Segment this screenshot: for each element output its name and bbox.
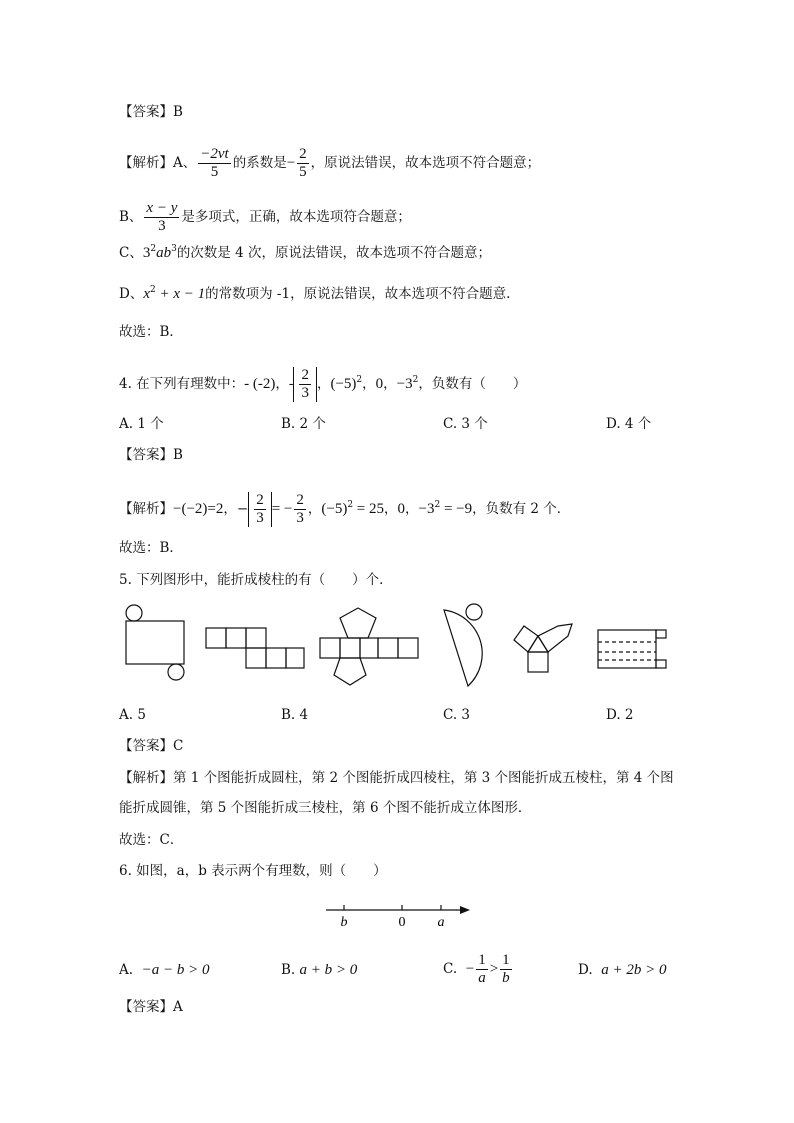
q4-option-b: B. 2 个 xyxy=(281,416,326,432)
q5-analysis-line2: 能折成圆锥，第 5 个图能折成三棱柱，第 6 个图不能折成立体图形． xyxy=(119,800,532,816)
q3-analysis-b: B、 $\frac{x - y}{3}$ 是多项式，正确，故本选项符合题意； xyxy=(119,200,411,234)
q6-option-a: A. −a − b > 0 xyxy=(119,962,210,978)
q3-answer: 【答案】B xyxy=(119,104,183,120)
net-figure-square-prism xyxy=(204,626,306,672)
q4-analysis: 【解析】−(−2)=2，− $\frac{2}{3}$ = − $\frac{2}{3}$ ，$(-5)^2 = 25$，0，$-3^2 = -9$，负数有 2 个． xyxy=(119,492,571,526)
q6-option-d: D. a + 2b > 0 xyxy=(578,962,667,978)
net-figure-triangular-prism xyxy=(510,620,580,674)
fraction: $\frac{2}{5}$ xyxy=(299,146,307,180)
net-figure-cylinder xyxy=(118,600,190,682)
q6-option-c: C. − $\frac{1}{a}$ > $\frac{1}{b}$ xyxy=(443,952,510,986)
q6-option-b: B. a + b > 0 xyxy=(281,962,358,978)
q5-stem: 5. 下列图形中，能折成棱柱的有（ ）个． xyxy=(119,572,393,588)
q5-answer: 【答案】C xyxy=(119,738,184,754)
q3-analysis-c: C、$3^2ab^3$的次数是 4 次，原说法错误，故本选项不符合题意； xyxy=(119,244,491,261)
q3-choose: 故选：B． xyxy=(119,324,183,340)
q5-analysis-line1: 【解析】第 1 个图能折成圆柱，第 2 个图能折成四棱柱，第 3 个图能折成五棱柱，第 4 个图 xyxy=(119,770,674,786)
q3-analysis-d: D、$x^2 + x - 1$的常数项为 -1，原说法错误，故本选项不符合题意. xyxy=(119,285,511,302)
q5-choose: 故选：C． xyxy=(119,832,184,848)
fraction: $\frac{x - y}{3}$ xyxy=(146,200,178,234)
q4-stem: 4. 在下列有理数中：- (-2)，- $\frac{2}{3}$ ，$(-5)^2$，0，$-3^2$，负数有（ ） xyxy=(119,367,527,401)
absolute-value: $\frac{2}{3}$ xyxy=(293,367,317,402)
q5-option-c: C. 3 xyxy=(443,707,471,723)
number-line xyxy=(320,898,475,932)
net-figure-pentagonal-prism xyxy=(318,603,420,689)
q4-option-d: D. 4 个 xyxy=(606,416,652,432)
q4-choose: 故选：B． xyxy=(119,540,183,556)
fraction: $\frac{-2vt}{5}$ xyxy=(200,146,229,180)
q5-option-b: B. 4 xyxy=(281,707,309,723)
net-figure-invalid xyxy=(596,626,670,672)
q4-option-c: C. 3 个 xyxy=(443,416,488,432)
q4-option-a: A. 1 个 xyxy=(119,416,164,432)
axis-label-zero: 0 xyxy=(398,915,406,930)
q6-answer: 【答案】A xyxy=(119,999,183,1015)
analysis-label: 【解析】 xyxy=(119,155,173,171)
q3-analysis-a: 【解析】A、 $\frac{-2vt}{5}$ 的系数是− $\frac{2}{5}$ ，原说法错误，故本选项不符合题意； xyxy=(119,146,541,180)
q6-stem: 6. 如图，a，b 表示两个有理数，则（ ） xyxy=(119,863,387,879)
absolute-value: $\frac{2}{3}$ xyxy=(248,492,272,527)
axis-label-a: a xyxy=(437,915,445,930)
q5-option-a: A. 5 xyxy=(119,707,146,723)
q4-answer: 【答案】B xyxy=(119,447,183,463)
axis-label-b: b xyxy=(340,915,348,930)
q5-option-d: D. 2 xyxy=(606,707,634,723)
net-figure-cone xyxy=(438,600,490,692)
